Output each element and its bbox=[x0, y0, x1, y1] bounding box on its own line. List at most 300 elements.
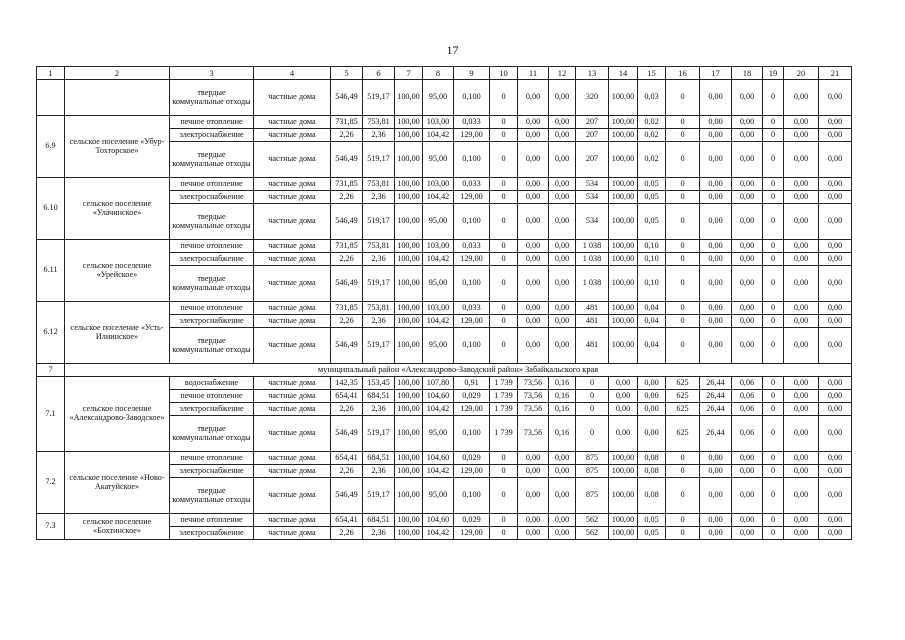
value-cell: 684,51 bbox=[363, 390, 395, 403]
value-cell: 0 bbox=[490, 478, 518, 514]
value-cell: 0,00 bbox=[518, 116, 549, 129]
service-type: твердые коммунальные отходы bbox=[170, 266, 254, 302]
value-cell: 100,00 bbox=[395, 302, 423, 315]
service-type: печное отопление bbox=[170, 178, 254, 191]
service-type: электроснабжение bbox=[170, 253, 254, 266]
value-cell: 104,42 bbox=[423, 527, 454, 540]
value-cell: 2,26 bbox=[331, 191, 363, 204]
value-cell: 0,033 bbox=[454, 302, 490, 315]
value-cell: 0 bbox=[763, 142, 784, 178]
value-cell: 100,00 bbox=[395, 514, 423, 527]
housing-type: частные дома bbox=[254, 452, 331, 465]
value-cell: 0 bbox=[490, 80, 518, 116]
value-cell: 0 bbox=[666, 527, 700, 540]
value-cell: 100,00 bbox=[609, 478, 638, 514]
housing-type: частные дома bbox=[254, 266, 331, 302]
value-cell: 103,00 bbox=[423, 240, 454, 253]
value-cell: 73,56 bbox=[518, 377, 549, 390]
value-cell: 95,00 bbox=[423, 204, 454, 240]
value-cell: 519,17 bbox=[363, 80, 395, 116]
value-cell: 0,00 bbox=[638, 390, 666, 403]
value-cell: 95,00 bbox=[423, 478, 454, 514]
value-cell: 0,00 bbox=[784, 253, 819, 266]
value-cell: 0,00 bbox=[784, 240, 819, 253]
value-cell: 100,00 bbox=[609, 142, 638, 178]
value-cell: 0,00 bbox=[784, 514, 819, 527]
value-cell: 0 bbox=[763, 266, 784, 302]
value-cell: 2,26 bbox=[331, 465, 363, 478]
value-cell: 0,00 bbox=[784, 116, 819, 129]
value-cell: 0 bbox=[490, 527, 518, 540]
value-cell: 0,00 bbox=[518, 142, 549, 178]
value-cell: 0,00 bbox=[700, 315, 732, 328]
value-cell: 100,00 bbox=[395, 142, 423, 178]
service-type: электроснабжение bbox=[170, 465, 254, 478]
value-cell: 0,00 bbox=[549, 302, 576, 315]
section-row bbox=[37, 364, 852, 377]
value-cell: 100,00 bbox=[609, 266, 638, 302]
value-cell: 534 bbox=[576, 204, 609, 240]
value-cell: 0,00 bbox=[784, 204, 819, 240]
value-cell: 0,00 bbox=[819, 253, 852, 266]
value-cell: 0 bbox=[763, 527, 784, 540]
value-cell: 129,00 bbox=[454, 191, 490, 204]
value-cell: 0,10 bbox=[638, 240, 666, 253]
table-body bbox=[37, 67, 852, 540]
value-cell: 875 bbox=[576, 478, 609, 514]
value-cell: 0 bbox=[490, 142, 518, 178]
housing-type: частные дома bbox=[254, 403, 331, 416]
value-cell: 1 739 bbox=[490, 377, 518, 390]
value-cell: 129,00 bbox=[454, 403, 490, 416]
housing-type: частные дома bbox=[254, 527, 331, 540]
value-cell: 1 038 bbox=[576, 266, 609, 302]
row-number: 7.1 bbox=[37, 377, 65, 452]
value-cell: 0,00 bbox=[549, 315, 576, 328]
value-cell: 100,00 bbox=[609, 465, 638, 478]
housing-type: частные дома bbox=[254, 465, 331, 478]
value-cell: 100,00 bbox=[395, 266, 423, 302]
value-cell: 100,00 bbox=[609, 191, 638, 204]
value-cell: 0,00 bbox=[549, 240, 576, 253]
value-cell: 26,44 bbox=[700, 416, 732, 452]
value-cell: 0,10 bbox=[638, 266, 666, 302]
value-cell: 0 bbox=[490, 315, 518, 328]
value-cell: 100,00 bbox=[609, 452, 638, 465]
row-number: 7.2 bbox=[37, 452, 65, 514]
service-type: печное отопление bbox=[170, 240, 254, 253]
value-cell: 0,02 bbox=[638, 142, 666, 178]
value-cell: 0,029 bbox=[454, 514, 490, 527]
column-header: 7 bbox=[395, 67, 423, 80]
value-cell: 0,00 bbox=[549, 142, 576, 178]
value-cell: 0,00 bbox=[819, 302, 852, 315]
value-cell: 625 bbox=[666, 377, 700, 390]
column-header-row bbox=[37, 67, 852, 80]
value-cell: 0,00 bbox=[732, 266, 763, 302]
value-cell: 100,00 bbox=[395, 328, 423, 364]
value-cell: 0,00 bbox=[819, 266, 852, 302]
value-cell: 26,44 bbox=[700, 377, 732, 390]
value-cell: 0,00 bbox=[638, 403, 666, 416]
value-cell: 0,100 bbox=[454, 328, 490, 364]
value-cell: 0,00 bbox=[732, 204, 763, 240]
value-cell: 0,00 bbox=[638, 377, 666, 390]
value-cell: 0 bbox=[576, 403, 609, 416]
value-cell: 129,00 bbox=[454, 129, 490, 142]
table-row bbox=[37, 116, 852, 129]
value-cell: 103,00 bbox=[423, 178, 454, 191]
value-cell: 100,00 bbox=[609, 178, 638, 191]
housing-type: частные дома bbox=[254, 178, 331, 191]
value-cell: 0 bbox=[763, 129, 784, 142]
value-cell: 0 bbox=[666, 204, 700, 240]
value-cell: 546,49 bbox=[331, 478, 363, 514]
value-cell: 0 bbox=[666, 465, 700, 478]
value-cell: 546,49 bbox=[331, 80, 363, 116]
value-cell: 654,41 bbox=[331, 390, 363, 403]
value-cell: 1 739 bbox=[490, 390, 518, 403]
value-cell: 0 bbox=[763, 240, 784, 253]
value-cell: 625 bbox=[666, 416, 700, 452]
value-cell: 625 bbox=[666, 390, 700, 403]
service-type: электроснабжение bbox=[170, 315, 254, 328]
value-cell: 0,00 bbox=[549, 178, 576, 191]
value-cell: 0,00 bbox=[732, 116, 763, 129]
housing-type: частные дома bbox=[254, 328, 331, 364]
value-cell: 0,08 bbox=[638, 452, 666, 465]
settlement-name: сельское поселение «Улачинское» bbox=[65, 178, 170, 240]
value-cell: 0,00 bbox=[700, 116, 732, 129]
value-cell: 0,00 bbox=[784, 191, 819, 204]
housing-type: частные дома bbox=[254, 240, 331, 253]
value-cell: 0 bbox=[490, 116, 518, 129]
value-cell: 0 bbox=[763, 191, 784, 204]
value-cell: 100,00 bbox=[395, 240, 423, 253]
value-cell: 0 bbox=[763, 465, 784, 478]
value-cell: 0,00 bbox=[518, 253, 549, 266]
value-cell: 0,100 bbox=[454, 80, 490, 116]
value-cell: 0,03 bbox=[638, 80, 666, 116]
value-cell: 104,42 bbox=[423, 191, 454, 204]
table-row bbox=[37, 377, 852, 390]
value-cell: 519,17 bbox=[363, 204, 395, 240]
value-cell: 0,08 bbox=[638, 478, 666, 514]
housing-type: частные дома bbox=[254, 191, 331, 204]
value-cell: 0,00 bbox=[549, 129, 576, 142]
value-cell: 0 bbox=[666, 452, 700, 465]
value-cell: 0,00 bbox=[518, 191, 549, 204]
value-cell: 100,00 bbox=[609, 204, 638, 240]
column-header: 16 bbox=[666, 67, 700, 80]
value-cell: 104,42 bbox=[423, 315, 454, 328]
value-cell: 0,16 bbox=[549, 377, 576, 390]
value-cell: 0 bbox=[490, 465, 518, 478]
housing-type: частные дома bbox=[254, 315, 331, 328]
value-cell: 1 739 bbox=[490, 416, 518, 452]
service-type: печное отопление bbox=[170, 452, 254, 465]
value-cell: 0 bbox=[763, 328, 784, 364]
section-title: муниципальный район «Александрово-Заводский район» Забайкальского края bbox=[65, 364, 852, 377]
value-cell: 100,00 bbox=[395, 465, 423, 478]
value-cell: 0 bbox=[666, 178, 700, 191]
value-cell: 0,00 bbox=[784, 416, 819, 452]
column-header: 2 bbox=[65, 67, 170, 80]
row-number: 7.3 bbox=[37, 514, 65, 540]
value-cell: 0,00 bbox=[732, 80, 763, 116]
value-cell: 0,00 bbox=[518, 302, 549, 315]
value-cell: 0,00 bbox=[784, 178, 819, 191]
value-cell: 654,41 bbox=[331, 452, 363, 465]
value-cell: 2,36 bbox=[363, 191, 395, 204]
value-cell: 0,02 bbox=[638, 116, 666, 129]
table-row bbox=[37, 240, 852, 253]
value-cell: 0,029 bbox=[454, 390, 490, 403]
value-cell: 0 bbox=[490, 178, 518, 191]
housing-type: частные дома bbox=[254, 514, 331, 527]
settlement-name: сельское поселение «Ново-Акатуйское» bbox=[65, 452, 170, 514]
value-cell: 104,42 bbox=[423, 129, 454, 142]
value-cell: 0,05 bbox=[638, 514, 666, 527]
column-header: 4 bbox=[254, 67, 331, 80]
value-cell: 0,00 bbox=[732, 142, 763, 178]
value-cell: 100,00 bbox=[609, 116, 638, 129]
value-cell: 0,00 bbox=[700, 514, 732, 527]
value-cell: 0,00 bbox=[732, 315, 763, 328]
value-cell: 0,00 bbox=[819, 390, 852, 403]
column-header: 20 bbox=[784, 67, 819, 80]
value-cell: 0 bbox=[490, 328, 518, 364]
row-number: 6.12 bbox=[37, 302, 65, 364]
value-cell: 534 bbox=[576, 178, 609, 191]
value-cell: 0 bbox=[490, 266, 518, 302]
settlement-name-cell bbox=[65, 80, 170, 116]
service-type: печное отопление bbox=[170, 514, 254, 527]
value-cell: 0,00 bbox=[700, 142, 732, 178]
value-cell: 875 bbox=[576, 465, 609, 478]
housing-type: частные дома bbox=[254, 478, 331, 514]
value-cell: 731,85 bbox=[331, 178, 363, 191]
row-number: 6.10 bbox=[37, 178, 65, 240]
value-cell: 26,44 bbox=[700, 390, 732, 403]
value-cell: 0,00 bbox=[732, 514, 763, 527]
value-cell: 95,00 bbox=[423, 416, 454, 452]
value-cell: 546,49 bbox=[331, 142, 363, 178]
value-cell: 26,44 bbox=[700, 403, 732, 416]
service-type: твердые коммунальные отходы bbox=[170, 416, 254, 452]
value-cell: 0,00 bbox=[784, 452, 819, 465]
housing-type: частные дома bbox=[254, 80, 331, 116]
value-cell: 0,100 bbox=[454, 416, 490, 452]
housing-type: частные дома bbox=[254, 302, 331, 315]
value-cell: 100,00 bbox=[395, 416, 423, 452]
value-cell: 0,00 bbox=[700, 302, 732, 315]
value-cell: 100,00 bbox=[395, 80, 423, 116]
value-cell: 0,00 bbox=[784, 302, 819, 315]
value-cell: 0 bbox=[763, 315, 784, 328]
housing-type: частные дома bbox=[254, 390, 331, 403]
value-cell: 753,81 bbox=[363, 240, 395, 253]
value-cell: 0 bbox=[763, 390, 784, 403]
value-cell: 0,00 bbox=[700, 129, 732, 142]
value-cell: 142,35 bbox=[331, 377, 363, 390]
value-cell: 100,00 bbox=[395, 253, 423, 266]
value-cell: 0,00 bbox=[609, 390, 638, 403]
value-cell: 0,04 bbox=[638, 328, 666, 364]
value-cell: 104,42 bbox=[423, 253, 454, 266]
value-cell: 0 bbox=[763, 377, 784, 390]
value-cell: 1 038 bbox=[576, 253, 609, 266]
settlement-name: сельское поселение «Усть-Илиинское» bbox=[65, 302, 170, 364]
service-type: твердые коммунальные отходы bbox=[170, 478, 254, 514]
value-cell: 129,00 bbox=[454, 465, 490, 478]
value-cell: 2,36 bbox=[363, 403, 395, 416]
value-cell: 731,85 bbox=[331, 302, 363, 315]
service-type: твердые коммунальные отходы bbox=[170, 204, 254, 240]
value-cell: 0,91 bbox=[454, 377, 490, 390]
value-cell: 0 bbox=[576, 390, 609, 403]
value-cell: 0,00 bbox=[819, 191, 852, 204]
column-header: 13 bbox=[576, 67, 609, 80]
value-cell: 0,00 bbox=[819, 514, 852, 527]
value-cell: 0,00 bbox=[549, 478, 576, 514]
value-cell: 0 bbox=[763, 116, 784, 129]
value-cell: 0,00 bbox=[819, 116, 852, 129]
settlement-name: сельское поселение «Убур-Тохторское» bbox=[65, 116, 170, 178]
column-header: 9 bbox=[454, 67, 490, 80]
column-header: 19 bbox=[763, 67, 784, 80]
value-cell: 0 bbox=[763, 478, 784, 514]
value-cell: 0,02 bbox=[638, 129, 666, 142]
service-type: твердые коммунальные отходы bbox=[170, 328, 254, 364]
value-cell: 0,033 bbox=[454, 240, 490, 253]
value-cell: 0,00 bbox=[549, 204, 576, 240]
value-cell: 104,42 bbox=[423, 465, 454, 478]
value-cell: 546,49 bbox=[331, 266, 363, 302]
value-cell: 104,60 bbox=[423, 390, 454, 403]
value-cell: 0 bbox=[576, 377, 609, 390]
value-cell: 73,56 bbox=[518, 403, 549, 416]
value-cell: 684,51 bbox=[363, 452, 395, 465]
value-cell: 654,41 bbox=[331, 514, 363, 527]
value-cell: 0,00 bbox=[549, 465, 576, 478]
value-cell: 95,00 bbox=[423, 266, 454, 302]
value-cell: 100,00 bbox=[395, 377, 423, 390]
value-cell: 0,00 bbox=[819, 403, 852, 416]
value-cell: 0,06 bbox=[732, 403, 763, 416]
value-cell: 0 bbox=[763, 204, 784, 240]
value-cell: 0,00 bbox=[784, 390, 819, 403]
service-type: водоснабжение bbox=[170, 377, 254, 390]
value-cell: 0,00 bbox=[819, 527, 852, 540]
value-cell: 0 bbox=[576, 416, 609, 452]
value-cell: 0 bbox=[763, 416, 784, 452]
value-cell: 0 bbox=[666, 240, 700, 253]
housing-type: частные дома bbox=[254, 253, 331, 266]
value-cell: 2,26 bbox=[331, 403, 363, 416]
value-cell: 0,16 bbox=[549, 403, 576, 416]
value-cell: 1 739 bbox=[490, 403, 518, 416]
value-cell: 0 bbox=[490, 302, 518, 315]
value-cell: 562 bbox=[576, 527, 609, 540]
value-cell: 0,00 bbox=[549, 116, 576, 129]
value-cell: 0,00 bbox=[784, 328, 819, 364]
value-cell: 0,00 bbox=[518, 478, 549, 514]
value-cell: 2,36 bbox=[363, 129, 395, 142]
value-cell: 0,00 bbox=[819, 240, 852, 253]
value-cell: 0,00 bbox=[732, 302, 763, 315]
value-cell: 0,05 bbox=[638, 178, 666, 191]
value-cell: 100,00 bbox=[395, 178, 423, 191]
value-cell: 0,00 bbox=[819, 478, 852, 514]
value-cell: 0,06 bbox=[732, 416, 763, 452]
value-cell: 0,00 bbox=[732, 452, 763, 465]
table-row bbox=[37, 514, 852, 527]
value-cell: 100,00 bbox=[609, 80, 638, 116]
column-header: 6 bbox=[363, 67, 395, 80]
value-cell: 0,00 bbox=[784, 465, 819, 478]
value-cell: 0,00 bbox=[819, 465, 852, 478]
value-cell: 0 bbox=[490, 204, 518, 240]
value-cell: 0,00 bbox=[518, 178, 549, 191]
row-number: 6.11 bbox=[37, 240, 65, 302]
value-cell: 0,00 bbox=[819, 416, 852, 452]
value-cell: 0,00 bbox=[700, 240, 732, 253]
value-cell: 0,029 bbox=[454, 452, 490, 465]
value-cell: 100,00 bbox=[609, 527, 638, 540]
value-cell: 0,00 bbox=[784, 315, 819, 328]
value-cell: 0,100 bbox=[454, 478, 490, 514]
value-cell: 0,00 bbox=[549, 328, 576, 364]
value-cell: 753,81 bbox=[363, 302, 395, 315]
value-cell: 519,17 bbox=[363, 478, 395, 514]
value-cell: 100,00 bbox=[609, 129, 638, 142]
value-cell: 0,00 bbox=[518, 527, 549, 540]
value-cell: 73,56 bbox=[518, 390, 549, 403]
service-type: электроснабжение bbox=[170, 191, 254, 204]
value-cell: 100,00 bbox=[609, 328, 638, 364]
value-cell: 0 bbox=[490, 514, 518, 527]
value-cell: 95,00 bbox=[423, 328, 454, 364]
value-cell: 0,05 bbox=[638, 191, 666, 204]
value-cell: 100,00 bbox=[609, 253, 638, 266]
housing-type: частные дома bbox=[254, 129, 331, 142]
value-cell: 0,00 bbox=[732, 253, 763, 266]
value-cell: 0,00 bbox=[638, 416, 666, 452]
value-cell: 0 bbox=[666, 514, 700, 527]
value-cell: 875 bbox=[576, 452, 609, 465]
value-cell: 0,04 bbox=[638, 315, 666, 328]
service-type: твердые коммунальные отходы bbox=[170, 80, 254, 116]
value-cell: 0,00 bbox=[609, 416, 638, 452]
service-type: печное отопление bbox=[170, 390, 254, 403]
row-number-cell bbox=[37, 80, 65, 116]
value-cell: 0,033 bbox=[454, 178, 490, 191]
value-cell: 0,00 bbox=[700, 80, 732, 116]
value-cell: 0,00 bbox=[819, 204, 852, 240]
value-cell: 320 bbox=[576, 80, 609, 116]
value-cell: 0,05 bbox=[638, 204, 666, 240]
value-cell: 207 bbox=[576, 116, 609, 129]
value-cell: 0,00 bbox=[732, 328, 763, 364]
table-row bbox=[37, 178, 852, 191]
value-cell: 100,00 bbox=[609, 315, 638, 328]
value-cell: 546,49 bbox=[331, 416, 363, 452]
value-cell: 0 bbox=[666, 328, 700, 364]
column-header: 8 bbox=[423, 67, 454, 80]
value-cell: 2,36 bbox=[363, 315, 395, 328]
value-cell: 0 bbox=[763, 253, 784, 266]
